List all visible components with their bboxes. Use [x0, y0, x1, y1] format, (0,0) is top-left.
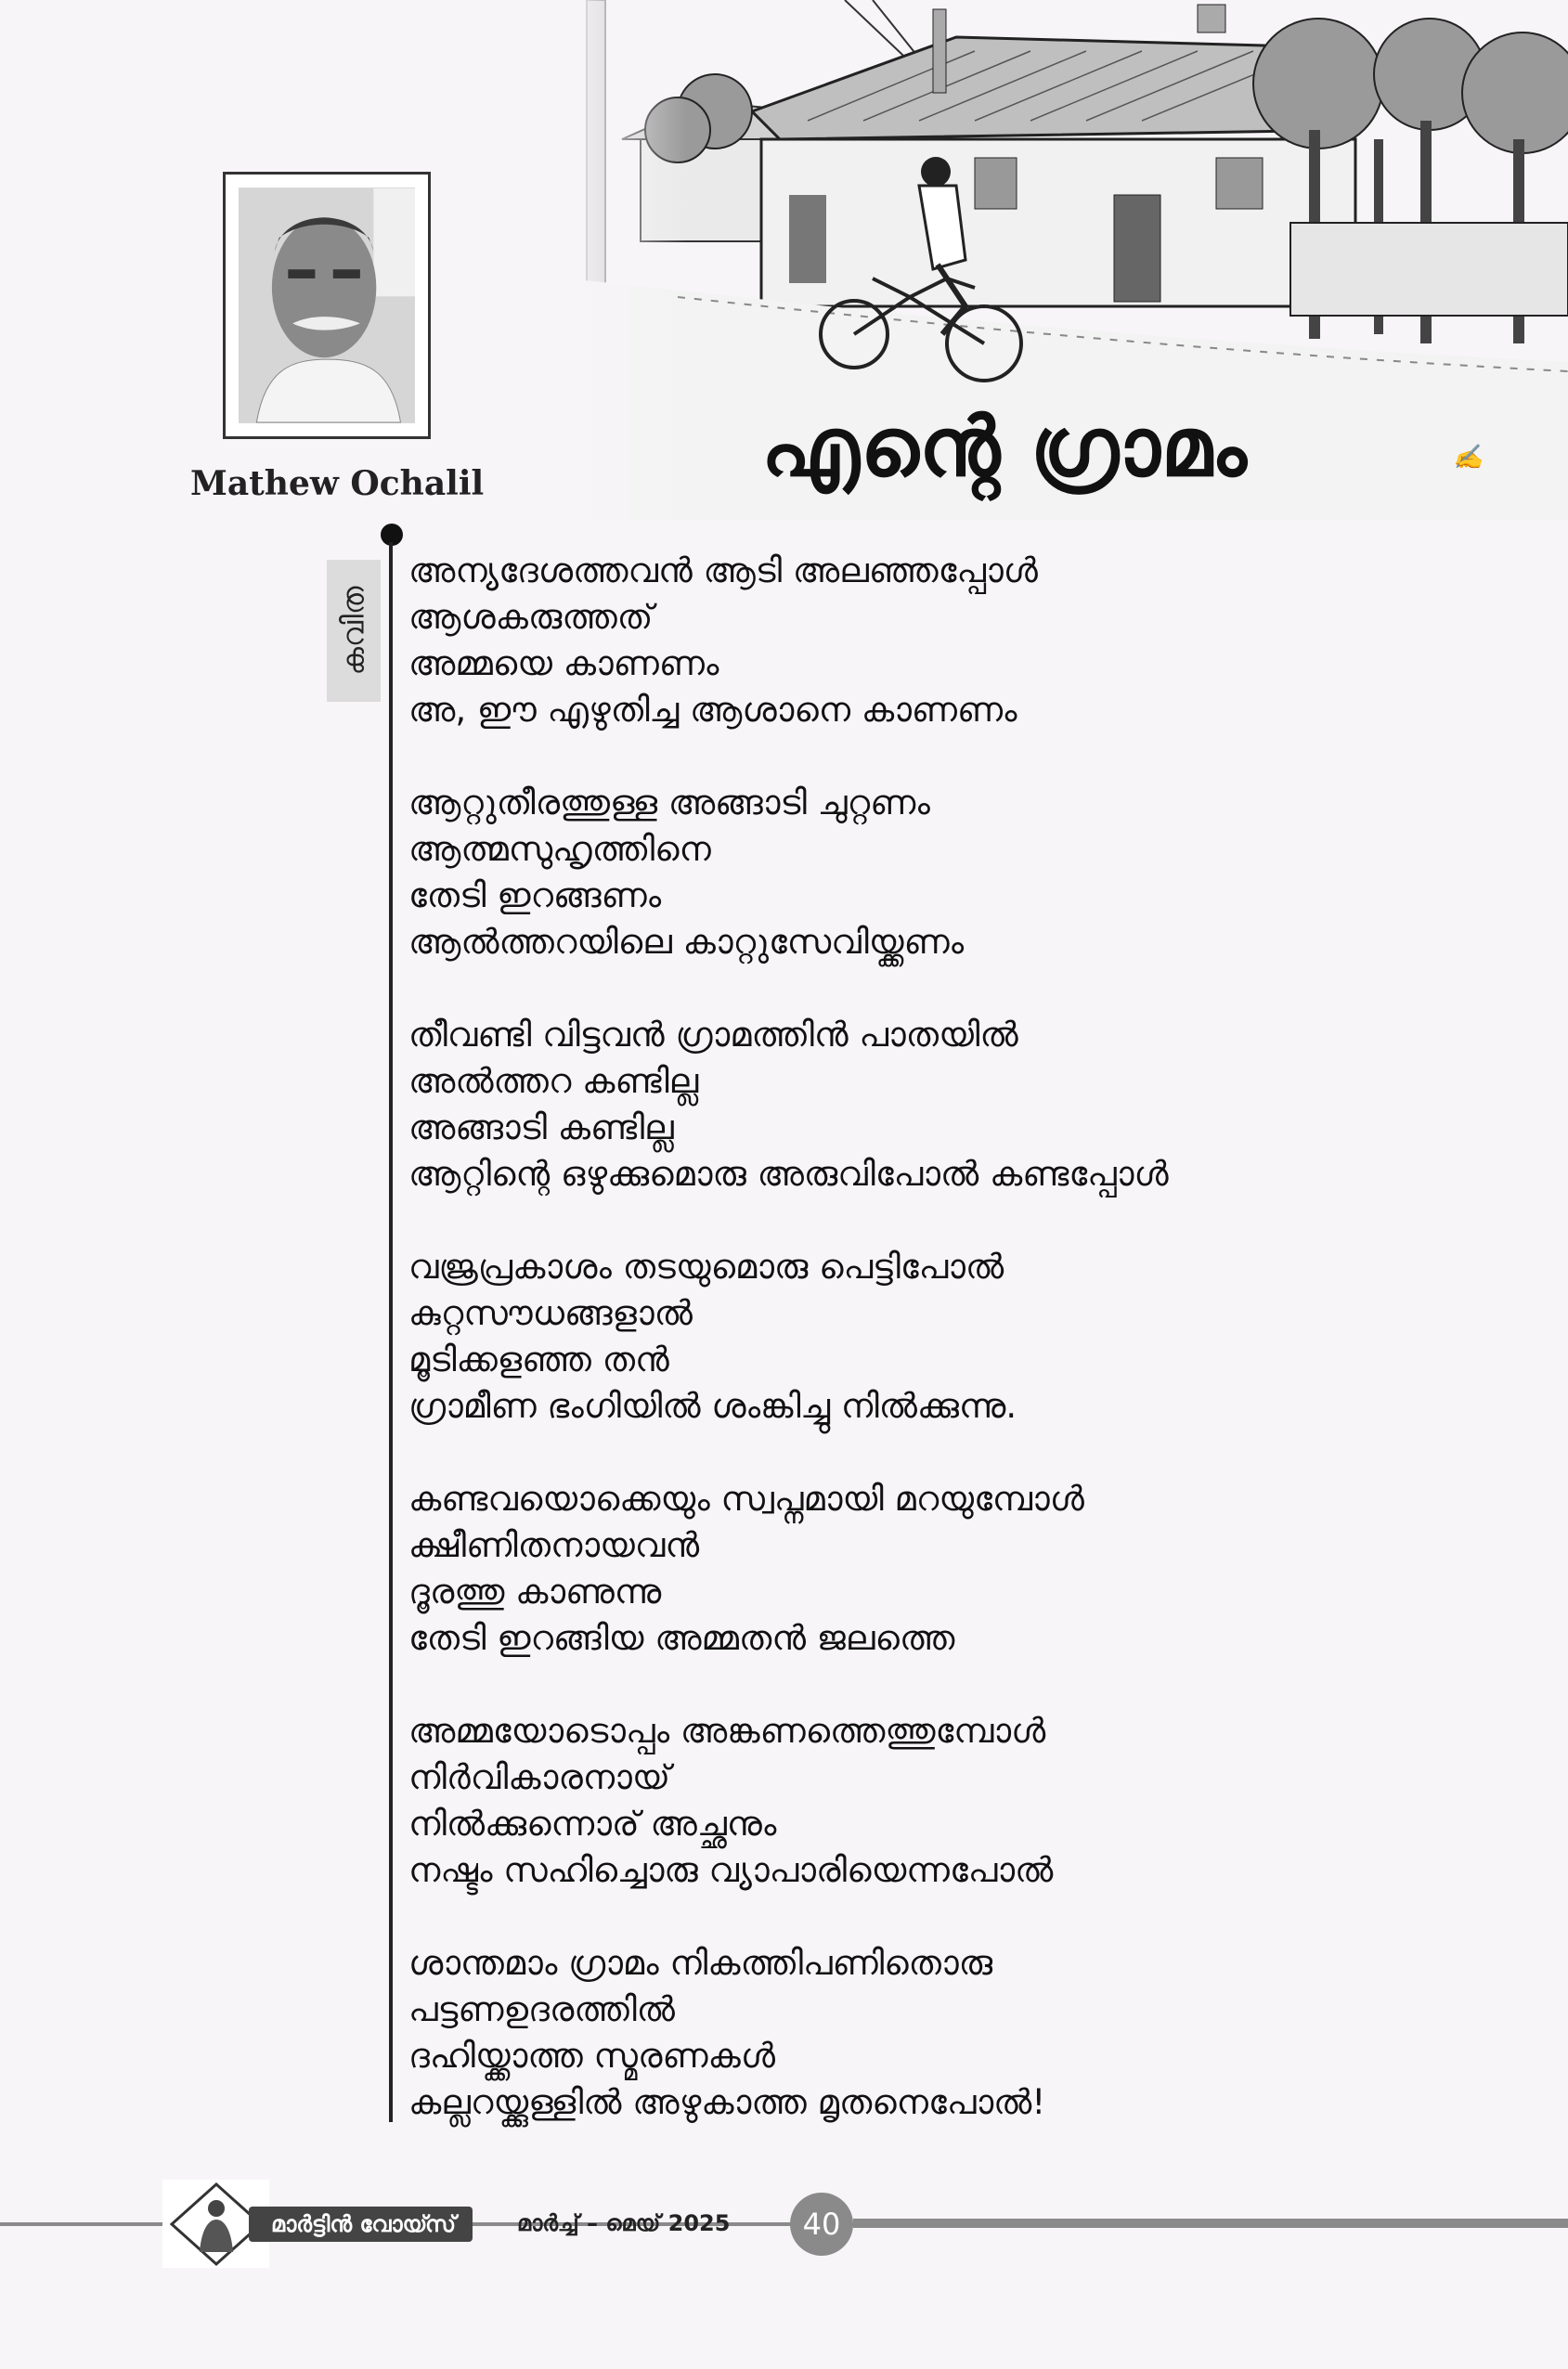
- timeline-divider: [389, 542, 393, 2122]
- poem-line: അമ്മയെ കാണണം: [408, 643, 719, 683]
- stanza: [408, 1940, 1337, 2126]
- issue-date: മാർച്ച് – മെയ് 2025: [517, 2210, 731, 2236]
- poem-line: കണ്ടവയൊക്കെയും സ്വപ്നമായി മറയുമ്പോൾ: [408, 1479, 1084, 1519]
- author-portrait-frame: [223, 172, 431, 439]
- stanza: [408, 1476, 1337, 1662]
- poem-line: നഷ്ടം സഹിച്ചൊരു വ്യാപാരിയെന്നപോൽ: [408, 1850, 1054, 1890]
- poem-line: മൂടിക്കളഞ്ഞ തൻ: [408, 1340, 669, 1379]
- poem-line: കല്ലറയ്ക്കുള്ളിൽ അഴുകാത്ത മൃതനെപോൽ!: [408, 2082, 1046, 2122]
- poem-line: കുറ്റസൗധങ്ങളാൽ: [408, 1293, 693, 1333]
- stanza: [408, 780, 1337, 965]
- poem-line: നിർവികാരനായ്: [408, 1757, 671, 1797]
- poem-line: അന്യദേശത്തവൻ ആടി അലഞ്ഞപ്പോൾ: [408, 550, 1038, 590]
- poem-line: വജ്രപ്രകാശം തടയുമൊരു പെട്ടിപോൽ: [408, 1247, 1004, 1287]
- poem-line: നിൽക്കുന്നൊര് അച്ഛനും: [408, 1804, 777, 1844]
- page-number: 40: [790, 2193, 853, 2256]
- poem-line: തീവണ്ടി വിട്ടവൻ ഗ്രാമത്തിൻ പാതയിൽ: [408, 1015, 1018, 1055]
- magazine-name-badge: മാർട്ടിൻ വോയ്സ്: [249, 2207, 473, 2242]
- poem-line: ഗ്രാമീണ ഭംഗിയിൽ ശംങ്കിച്ചു നിൽക്കുന്നു.: [408, 1386, 1017, 1426]
- poem-line: അ, ഈ എഴുതിച്ച ആശാനെ കാണണം: [408, 690, 1017, 730]
- stanza: [408, 1012, 1337, 1197]
- poem-title: എന്റെ ഗ്രാമം: [761, 399, 1248, 495]
- poem-line: ആൽത്തറയിലെ കാറ്റുസേവിയ്ക്കണം: [408, 922, 965, 962]
- poem-line: പട്ടണഉദരത്തിൽ: [408, 1989, 676, 2029]
- poem-line: ആറ്റുതീരത്തുള്ള അങ്ങാടി ചുറ്റണം: [408, 783, 930, 822]
- poem-line: ആറ്റിന്റെ ഒഴുക്കുമൊരു അരുവിപോൽ കണ്ടപ്പോൾ: [408, 1154, 1169, 1194]
- author-portrait-photo-icon: [239, 188, 415, 423]
- poem-line: ആശകരുത്തത്: [408, 597, 654, 637]
- poem-line: ശാന്തമാം ഗ്രാമം നികത്തിപണിതൊരു: [408, 1943, 993, 1983]
- poem-line: ആത്മസുഹൃത്തിനെ: [408, 829, 711, 869]
- category-label: കവിത: [335, 586, 371, 676]
- illustrator-signature: ✍: [1453, 444, 1484, 472]
- poem-line: അൽത്തറ കണ്ടില്ല: [408, 1061, 699, 1101]
- author-name: Mathew Ochalil: [190, 464, 485, 503]
- stanza: [408, 1708, 1337, 1894]
- poem-line: അമ്മയോടൊപ്പം അങ്കണത്തെത്തുമ്പോൾ: [408, 1711, 1046, 1751]
- poem-line: തേടി ഇറങ്ങണം: [408, 875, 662, 915]
- poem-line: തേടി ഇറങ്ങിയ അമ്മതൻ ജലത്തെ: [408, 1618, 955, 1658]
- poem-line: അങ്ങാടി കണ്ടില്ല: [408, 1107, 674, 1147]
- stanza: [408, 548, 1337, 733]
- stanza: [408, 1244, 1337, 1430]
- poem-line: ക്ഷീണിതനായവൻ: [408, 1525, 700, 1565]
- poem-line: ദൂരത്തു കാണുന്നു: [408, 1572, 662, 1612]
- category-tag: [327, 560, 381, 702]
- footer-rule-right: [853, 2219, 1568, 2228]
- poem-body: [408, 548, 1337, 2172]
- poem-line: ദഹിയ്ക്കാത്ത സ്മരണകൾ: [408, 2036, 775, 2076]
